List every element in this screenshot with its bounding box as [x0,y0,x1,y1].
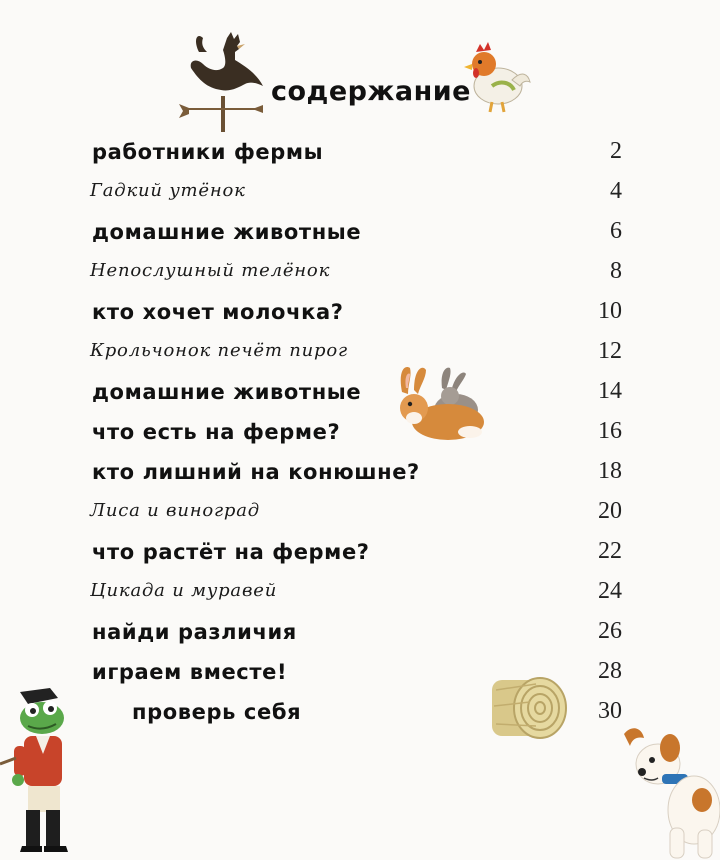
toc-entry-title: Лиса и виноград [90,500,260,521]
toc-entry-title: домашние животные [92,380,362,404]
toc-entry[interactable] [0,140,720,174]
toc-entry-page: 4 [610,178,622,204]
toc-entry-page: 28 [598,658,622,684]
toc-entry-title: Гадкий утёнок [90,180,246,201]
toc-entry-title: работники фермы [92,140,324,164]
toc-entry-title: играем вместе! [92,660,288,684]
toc-entry-title: Крольчонок печёт пирог [90,340,348,361]
toc-entry-page: 10 [598,298,622,324]
toc-entry-title: домашние животные [92,220,362,244]
toc-entry-title: кто лишний на конюшне? [92,460,420,484]
toc-entry-page: 14 [598,378,622,404]
toc-entry-title: что растёт на ферме? [92,540,370,564]
frog-rider-icon [0,686,90,856]
page-title: содержание [271,76,471,107]
toc-entry-page: 18 [598,458,622,484]
toc-entry-title: проверь себя [132,700,302,724]
toc-entry[interactable] [0,260,720,294]
hay-bale-icon [488,666,570,744]
toc-entry-page: 26 [598,618,622,644]
toc-entry[interactable] [0,340,720,374]
rabbits-icon [390,362,490,447]
toc-entry-title: что есть на ферме? [92,420,341,444]
toc-entry[interactable] [0,420,720,454]
toc-entry[interactable] [0,700,720,734]
toc-entry-page: 2 [610,138,622,164]
toc-entry-page: 6 [610,218,622,244]
toc-entry-title: найди различия [92,620,297,644]
dog-icon [618,724,720,860]
toc-entry[interactable] [0,220,720,254]
toc-entry[interactable] [0,660,720,694]
toc-entry[interactable] [0,500,720,534]
toc-entry[interactable] [0,460,720,494]
toc-entry[interactable] [0,580,720,614]
toc-entry-page: 20 [598,498,622,524]
toc-entry[interactable] [0,380,720,414]
toc-entry-page: 8 [610,258,622,284]
toc-entry-title: Непослушный телёнок [90,260,331,281]
toc-entry-page: 24 [598,578,622,604]
toc-entry-page: 30 [598,698,622,724]
toc-entry[interactable] [0,620,720,654]
toc-entry-title: кто хочет молочка? [92,300,344,324]
toc-entry[interactable] [0,540,720,574]
toc-entry-page: 12 [598,338,622,364]
toc-entry-page: 22 [598,538,622,564]
toc-entry-title: Цикада и муравей [90,580,278,601]
toc-entry[interactable] [0,180,720,214]
toc-entry-page: 16 [598,418,622,444]
toc-entry[interactable] [0,300,720,334]
